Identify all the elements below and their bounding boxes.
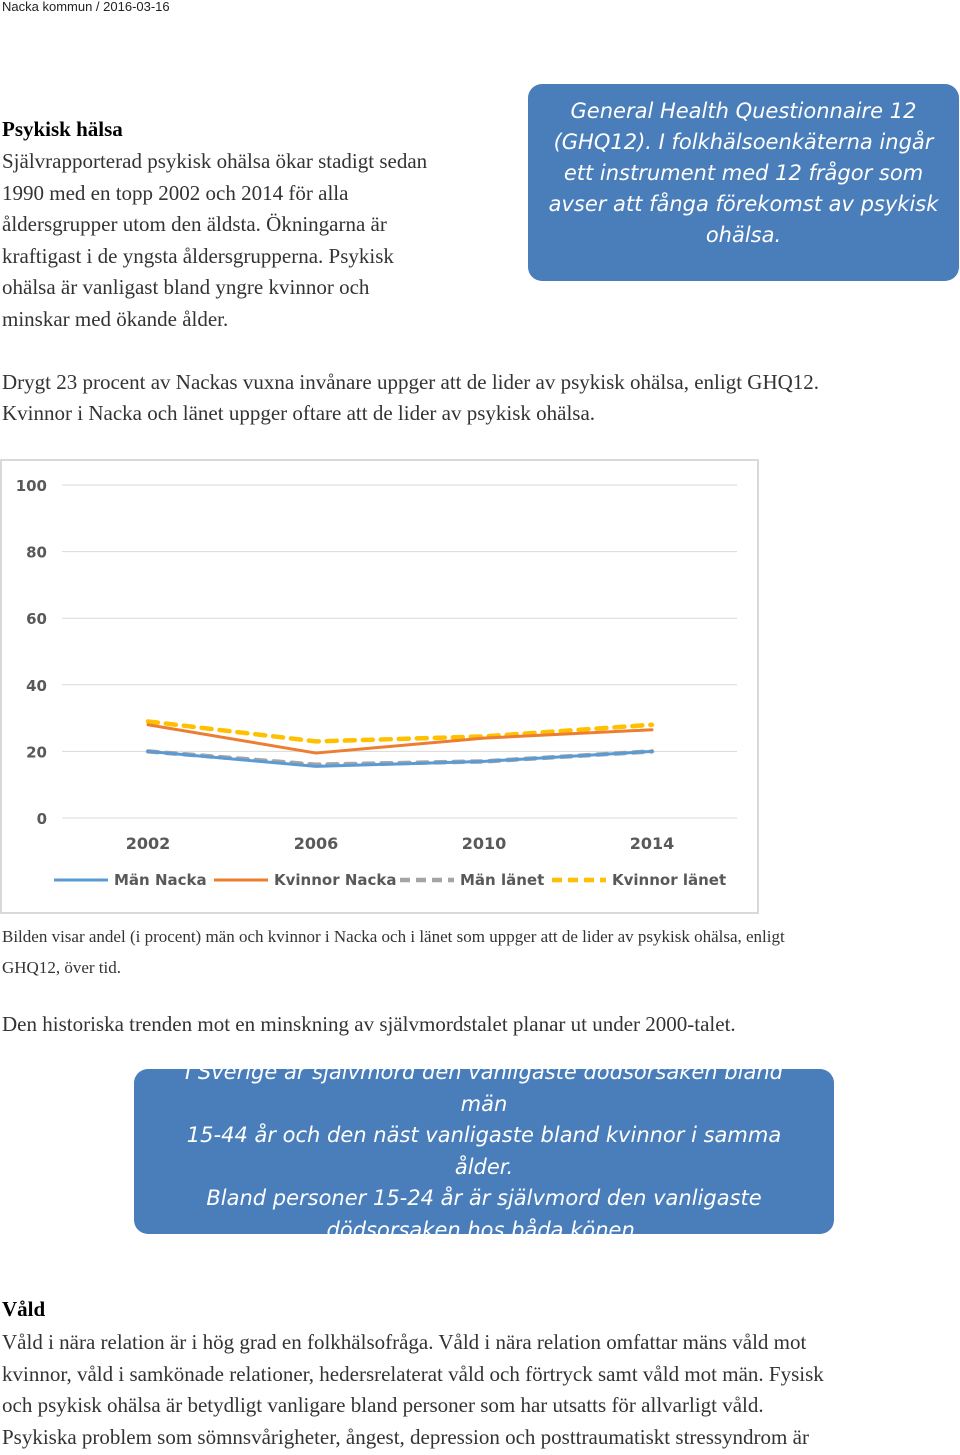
series-line: [148, 751, 652, 766]
vald-line: Psykiska problem som sömnsvårigheter, ångest, depression och posttraumatiskt stressyndrom är: [2, 1424, 809, 1449]
caption-line: GHQ12, över tid.: [2, 958, 121, 977]
y-tick-label: 80: [26, 543, 47, 562]
legend-label: Kvinnor länet: [612, 871, 727, 889]
y-tick-label: 20: [26, 743, 47, 762]
callout-line: Bland personer 15-24 år är självmord den vanligaste: [206, 1186, 762, 1210]
vald-line: Våld i nära relation är i hög grad en folkhälsofråga. Våld i nära relation omfattar mäns våld mot: [2, 1330, 807, 1354]
x-tick-label: 2014: [629, 834, 675, 853]
psykisk-paragraph: [2, 146, 427, 335]
x-tick-label: 2002: [125, 834, 171, 853]
callout-line: dödsorsaken hos båda könen.: [326, 1217, 642, 1242]
psykisk-line: ohälsa är vanligast bland yngre kvinnor och: [2, 275, 370, 299]
psykisk-line: Självrapporterad psykisk ohälsa ökar stadigt sedan: [2, 149, 428, 173]
intro-line: Kvinnor i Nacka och länet uppger oftare att de lider av psykisk ohälsa.: [2, 401, 596, 425]
vald-line: och psykisk ohälsa är betydligt vanligare bland personer som har utsatts för allvarligt våld.: [2, 1393, 764, 1417]
vald-line: kvinnor, våld i samkönade relationer, hedersrelaterat våld och förtryck samt våld mot män. Fysisk: [2, 1361, 824, 1386]
callout-line: (GHQ12). I folkhälsoenkäterna ingår: [553, 130, 934, 154]
x-tick-label: 2006: [293, 834, 339, 853]
section-title-psykisk-halsa: Psykisk hälsa: [2, 117, 123, 141]
psykisk-line: åldersgrupper utom den äldsta. Ökningarna är: [2, 212, 387, 236]
y-tick-label: 0: [36, 810, 47, 828]
psykisk-line: kraftigast i de yngsta åldersgrupperna. Psykisk: [2, 243, 394, 268]
y-tick-label: 100: [15, 477, 47, 495]
y-tick-label: 40: [26, 676, 47, 695]
document-header: Nacka kommun / 2016-03-16: [2, 0, 170, 14]
vald-paragraph: [2, 1327, 824, 1453]
callout-line: ohälsa.: [705, 223, 782, 247]
ghq12-chart-frame: [0, 459, 759, 914]
intro-line: Drygt 23 procent av Nackas vuxna invånare uppger att de lider av psykisk ohälsa, enligt GHQ12.: [2, 370, 820, 394]
callout-line: avser att fånga förekomst av psykisk: [548, 192, 939, 216]
section-title-vald: Våld: [2, 1297, 46, 1321]
ghq12-callout: [528, 84, 959, 281]
y-tick-label: 60: [26, 610, 47, 629]
x-tick-label: 2010: [461, 834, 507, 853]
intro-paragraph: [2, 367, 819, 429]
callout-line: I Sverige är självmord den vanligaste dödsorsaken bland män: [185, 1060, 783, 1116]
ghq12-line-chart: [2, 461, 757, 912]
psykisk-line: 1990 med en topp 2002 och 2014 för alla: [2, 180, 349, 205]
legend-label: Män Nacka: [114, 871, 207, 889]
legend-label: Män länet: [460, 871, 545, 889]
caption-line: Bilden visar andel (i procent) män och kvinnor i Nacka och i länet som uppger att de lider av psykisk ohälsa, enligt: [2, 927, 785, 946]
callout-line: ett instrument med 12 frågor som: [563, 161, 924, 185]
callout-line: General Health Questionnaire 12: [570, 99, 917, 123]
suicide-callout: [134, 1060, 834, 1242]
chart-caption: [2, 921, 952, 983]
psykisk-line: minskar med ökande ålder.: [2, 306, 229, 331]
trend-paragraph: Den historiska trenden mot en minskning av självmordstalet planar ut under 2000-talet.: [2, 1012, 736, 1036]
callout-line: 15-44 år och den näst vanligaste bland kvinnor i samma ålder.: [186, 1123, 782, 1179]
legend-label: Kvinnor Nacka: [274, 871, 397, 889]
